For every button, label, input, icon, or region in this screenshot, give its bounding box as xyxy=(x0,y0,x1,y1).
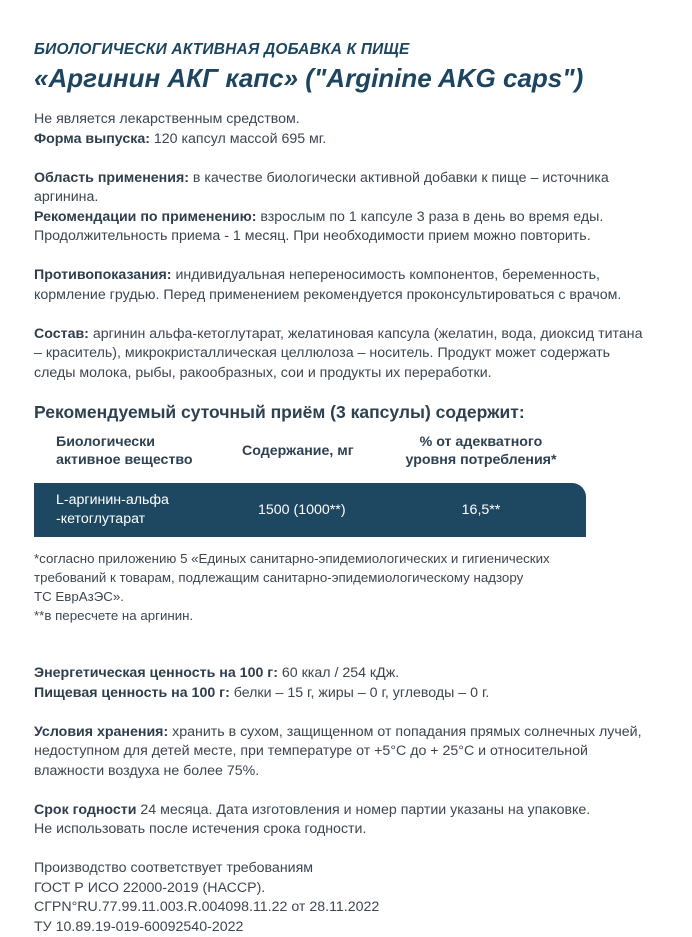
nutritional-value-label: Пищевая ценность на 100 г: xyxy=(34,685,230,701)
release-form-label: Форма выпуска: xyxy=(34,131,150,147)
energy-value-label: Энергетическая ценность на 100 г: xyxy=(34,665,278,681)
technical-specification: ТУ 10.89.19-019-60092540-2022 xyxy=(34,918,664,937)
application-area-label: Область применения: xyxy=(34,170,189,186)
gost-standard: ГОСТ Р ИСО 22000-2019 (НАССР). xyxy=(34,879,664,899)
table-header xyxy=(34,431,586,477)
daily-intake-heading: Рекомендуемый суточный приём (3 капсулы) содержит: xyxy=(34,401,664,423)
footnote-2: **в пересчете на аргинин. xyxy=(34,606,664,625)
composition-label: Состав: xyxy=(34,326,89,342)
storage-conditions-label: Условия хранения: xyxy=(34,724,168,740)
table-row xyxy=(34,483,586,537)
row-substance: L-аргинин-альфа -кетоглутарат xyxy=(56,491,236,529)
product-title: «Аргинин АКГ капс» ("Arginine AKG caps") xyxy=(34,62,664,94)
application-area-cont: аргинина. xyxy=(34,188,664,208)
application-area: Область применения: в качестве биологически активной добавки к пище – источника xyxy=(34,169,664,189)
footnote-1-cont-1: требований к товарам, подлежащим санитарно-эпидемиологическому надзору xyxy=(34,568,664,587)
shelf-life-cont: Не использовать после истечения срока годности. xyxy=(34,820,664,840)
usage-recommendations: Рекомендации по применению: взрослым по 1 капсуле 3 раза в день во время еды. xyxy=(34,208,664,228)
storage-cont-2: влажности воздуха не более 75%. xyxy=(34,762,664,782)
composition-cont-1: – краситель), микрокристаллическая целлюлоза – носитель. Продукт может содержать xyxy=(34,344,664,364)
row-percent: 16,5** xyxy=(386,501,576,520)
compliance-statement: Производство соответствует требованиям xyxy=(34,859,664,879)
contraindications-cont: кормление грудью. Перед применением рекомендуется проконсультироваться с врачом. xyxy=(34,286,664,306)
shelf-life: Срок годности 24 месяца. Дата изготовления и номер партии указаны на упаковке. xyxy=(34,801,664,821)
not-drug-notice: Не является лекарственным средством. xyxy=(34,110,664,130)
contraindications: Противопоказания: индивидуальная непереносимость компонентов, беременность, xyxy=(34,266,664,286)
storage-cont-1: недоступном для детей месте, при температуре от +5°С до + 25°С и относительной xyxy=(34,742,664,762)
usage-recommendations-label: Рекомендации по применению: xyxy=(34,209,256,225)
product-category: БИОЛОГИЧЕСКИ АКТИВНАЯ ДОБАВКА К ПИЩЕ xyxy=(34,40,664,60)
row-amount: 1500 (1000**) xyxy=(258,501,346,520)
release-form xyxy=(34,130,664,150)
composition: Состав: аргинин альфа-кетоглутарат, желатиновая капсула (желатин, вода, диоксид титана xyxy=(34,325,664,345)
energy-value: Энергетическая ценность на 100 г: 60 ккал / 254 кДж. xyxy=(34,664,664,684)
release-form-value: 120 капсул массой 695 мг. xyxy=(150,131,326,147)
shelf-life-label: Срок годности xyxy=(34,802,136,818)
column-percent: % от адекватного уровня потребления* xyxy=(386,433,576,469)
nutritional-value: Пищевая ценность на 100 г: белки – 15 г, жиры – 0 г, углеводы – 0 г. xyxy=(34,684,664,704)
product-label xyxy=(34,40,664,937)
column-substance: Биологически активное вещество xyxy=(56,433,236,469)
storage-conditions: Условия хранения: хранить в сухом, защищенном от попадания прямых солнечных лучей, xyxy=(34,723,664,743)
registration-certificate: СГРN°RU.77.99.11.003.R.004098.11.22 от 28.11.2022 xyxy=(34,898,664,918)
footnote-1: *согласно приложению 5 «Единых санитарно-эпидемиологических и гигиенических xyxy=(34,549,664,568)
column-amount: Содержание, мг xyxy=(242,442,392,460)
footnotes xyxy=(34,549,664,625)
usage-duration: Продолжительность приема - 1 месяц. При необходимости прием можно повторить. xyxy=(34,227,664,247)
footnote-1-cont-2: ТС ЕврАзЭС». xyxy=(34,587,664,606)
composition-cont-2: следы молока, рыбы, ракообразных, сои и продукты их переработки. xyxy=(34,364,664,384)
daily-intake-table xyxy=(34,431,586,537)
contraindications-label: Противопоказания: xyxy=(34,267,172,283)
